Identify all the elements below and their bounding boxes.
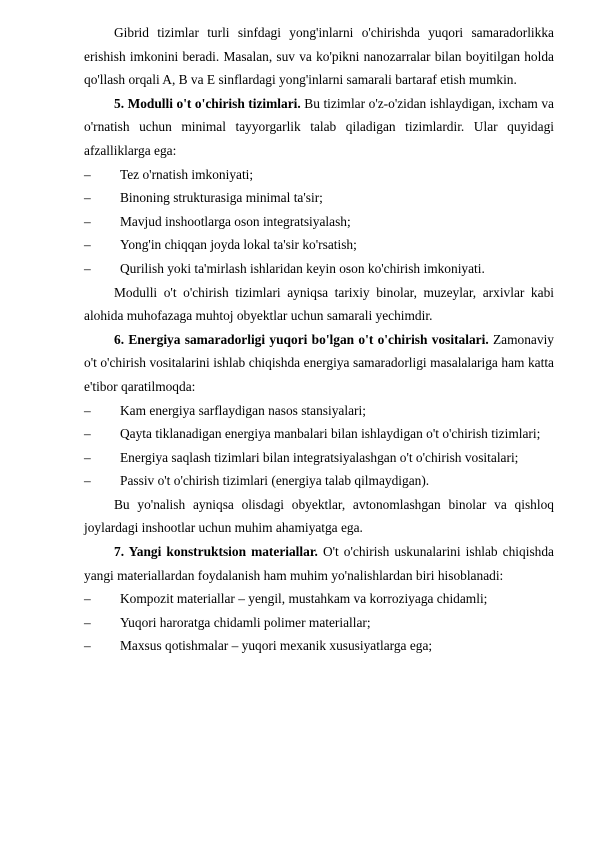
list-item xyxy=(84,257,554,281)
section-6-heading: 6. Energiya samaradorligi yuqori bo'lgan o't o'chirish vositalari. xyxy=(114,331,489,347)
dash-marker: – xyxy=(84,402,91,418)
list-item xyxy=(84,422,554,446)
list-item-text: Qurilish yoki ta'mirlash ishlaridan keyin oson ko'chirish imkoniyati. xyxy=(120,260,485,276)
document-page xyxy=(84,21,554,658)
list-item xyxy=(84,186,554,210)
dash-marker: – xyxy=(84,213,91,229)
list-item-text: Maxsus qotishmalar – yuqori mexanik xususiyatlarga ega; xyxy=(120,638,433,654)
dash-marker: – xyxy=(84,638,91,654)
dash-marker: – xyxy=(84,473,91,489)
list-item xyxy=(84,446,554,470)
dash-marker: – xyxy=(84,449,91,465)
section-7-paragraph xyxy=(84,540,554,587)
list-item xyxy=(84,233,554,257)
list-item xyxy=(84,163,554,187)
intro-paragraph: Gibrid tizimlar turli sinfdagi yong'inlarni o'chirishda yuqori samaradorlikka erishish imkonini beradi. Masalan, suv va ko'pikni nanozarralar bilan boyitilgan holda qo'llash orqali A, B va E sinflardagi yong'inlarni samarali bartaraf etish mumkin. xyxy=(84,25,554,88)
section-5-heading: 5. Modulli o't o'chirish tizimlari. xyxy=(114,95,301,111)
section-7-heading: 7. Yangi konstruktsion materiallar. xyxy=(114,544,318,560)
list-item-text: Qayta tiklanadigan energiya manbalari bilan ishlaydigan o't o'chirish tizimlari; xyxy=(120,426,541,442)
section-7-text: O't o'chirish uskunalarini ishlab chiqishda yangi materiallardan foydalanish ham muhim yo'nalishlardan biri hisoblanadi: xyxy=(84,544,554,583)
list-item-text: Kam energiya sarflaydigan nasos stansiyalari; xyxy=(120,402,366,418)
list-item-text: Binoning strukturasiga minimal ta'sir; xyxy=(120,190,323,206)
section-7-list xyxy=(84,587,554,658)
list-item xyxy=(84,634,554,658)
list-item xyxy=(84,469,554,493)
list-item-text: Kompozit materiallar – yengil, mustahkam va korroziyaga chidamli; xyxy=(120,591,488,607)
section-6-list xyxy=(84,399,554,493)
dash-marker: – xyxy=(84,237,91,253)
section-6-closing-paragraph: Bu yo'nalish ayniqsa olisdagi obyektlar, avtonomlashgan binolar va qishloq joylardagi inshootlar uchun muhim ahamiyatga ega. xyxy=(84,496,554,536)
dash-marker: – xyxy=(84,166,91,182)
section-5-paragraph xyxy=(84,92,554,163)
section-6-paragraph xyxy=(84,328,554,399)
dash-marker: – xyxy=(84,190,91,206)
list-item xyxy=(84,399,554,423)
list-item-text: Yong'in chiqqan joyda lokal ta'sir ko'rsatish; xyxy=(120,237,357,253)
section-6-text: Zamonaviy o't o'chirish vositalarini ishlab chiqishda energiya samaradorligi masalalariga ham katta e'tibor qaratilmoqda: xyxy=(84,331,554,394)
dash-marker: – xyxy=(84,426,91,442)
list-item-text: Tez o'rnatish imkoniyati; xyxy=(120,166,254,182)
section-5-list xyxy=(84,163,554,281)
list-item-text: Mavjud inshootlarga oson integratsiyalash; xyxy=(120,213,351,229)
dash-marker: – xyxy=(84,614,91,630)
list-item-text: Energiya saqlash tizimlari bilan integratsiyalashgan o't o'chirish vositalari; xyxy=(120,449,519,465)
section-5-closing-paragraph: Modulli o't o'chirish tizimlari ayniqsa tarixiy binolar, muzeylar, arxivlar kabi alohida muhofazaga muhtoj obyektlar uchun samarali yechimdir. xyxy=(84,284,554,324)
section-5-text: Bu tizimlar o'z-o'zidan ishlaydigan, ixcham va o'rnatish uchun minimal tayyorgarlik talab qiladigan tizimlardir. Ular quyidagi afzalliklarga ega: xyxy=(84,95,554,158)
list-item-text: Yuqori haroratga chidamli polimer materiallar; xyxy=(120,614,371,630)
dash-marker: – xyxy=(84,260,91,276)
dash-marker: – xyxy=(84,591,91,607)
list-item xyxy=(84,611,554,635)
list-item xyxy=(84,587,554,611)
list-item xyxy=(84,210,554,234)
list-item-text: Passiv o't o'chirish tizimlari (energiya talab qilmaydigan). xyxy=(120,473,430,489)
